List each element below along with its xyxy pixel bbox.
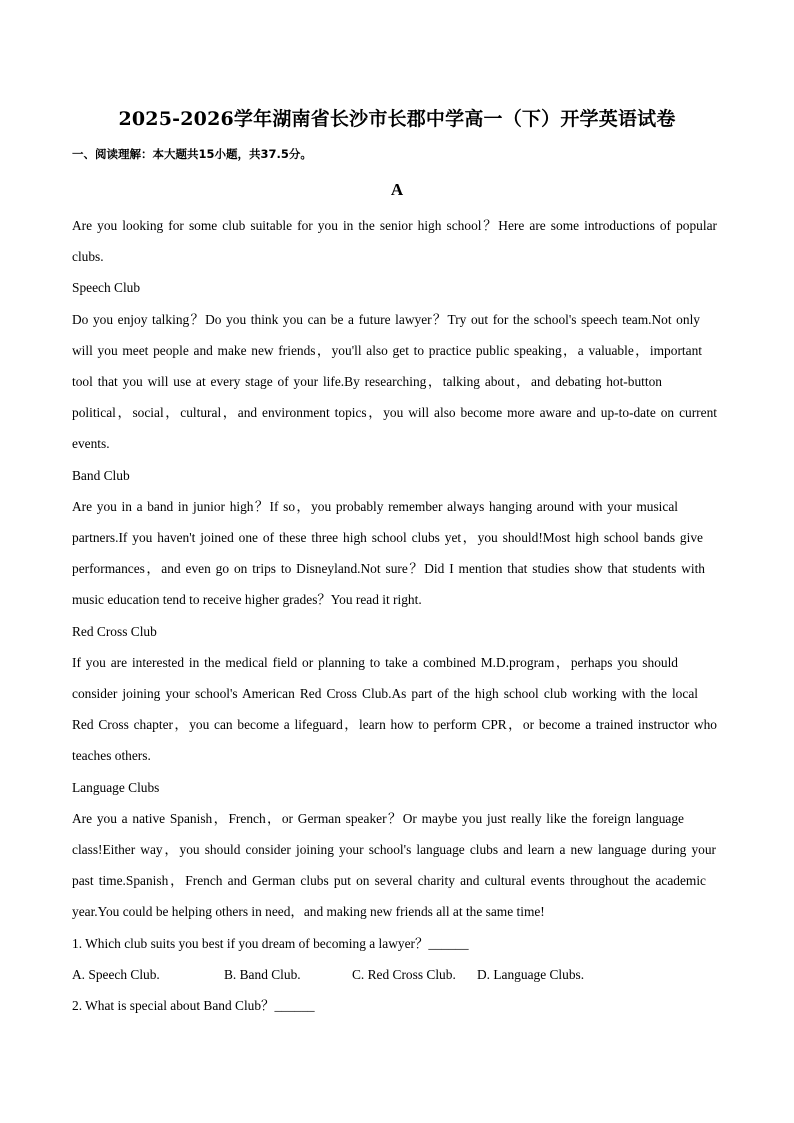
passage-line: performances，and even go on trips to Disneyland.Not sure？Did I mention that studies show that students with (72, 561, 705, 576)
passage-line: clubs. (72, 249, 104, 264)
passage-line: Are you in a band in junior high？If so，you probably remember always hanging around with your musical (72, 499, 678, 514)
passage-letter: A (390, 180, 404, 199)
passage-line: music education tend to receive higher grades？You read it right. (72, 592, 422, 607)
passage-line: class!Either way，you should consider joining your school's language clubs and learn a new language during your (72, 842, 716, 857)
passage-line: year.You could be helping others in need，and making new friends all at the same time! (72, 904, 545, 919)
passage-line: political，social，cultural，and environment topics，you will also become more aware and up-to-date on current (72, 405, 717, 420)
passage-line: Do you enjoy talking？Do you think you can be a future lawyer？Try out for the school's speech team.Not only (72, 312, 700, 327)
passage-line: teaches others. (72, 748, 151, 763)
club-heading-speech: Speech Club (72, 280, 141, 295)
club-heading-language: Language Clubs (72, 780, 160, 795)
passage-line: Are you a native Spanish，French，or German speaker？Or maybe you just really like the foreign language (72, 811, 684, 826)
passage-line: partners.If you haven't joined one of these three high school clubs yet，you should!Most high school bands give (72, 530, 703, 545)
option-c[interactable]: C. Red Cross Club. (352, 967, 456, 982)
passage-line: If you are interested in the medical field or planning to take a combined M.D.program，perhaps you should (72, 655, 678, 670)
passage-line: Red Cross chapter，you can become a lifeguard，learn how to perform CPR，or become a trained instructor who (72, 717, 717, 732)
option-b[interactable]: B. Band Club. (224, 967, 301, 982)
passage-line: events. (72, 436, 110, 451)
option-d[interactable]: D. Language Clubs. (477, 967, 585, 982)
question-2: 2. What is special about Band Club？______ (72, 998, 315, 1013)
passage-line: consider joining your school's American Red Cross Club.As part of the high school club working with the local (72, 686, 698, 701)
passage-line: Are you looking for some club suitable for you in the senior high school？Here are some introductions of popular (72, 218, 717, 233)
option-a[interactable]: A. Speech Club. (72, 967, 160, 982)
section-heading: 一、阅读理解：本大题共15小题，共37.5分。 (72, 147, 312, 161)
question-1-options (72, 966, 732, 984)
question-1: 1. Which club suits you best if you dream of becoming a lawyer？______ (72, 936, 469, 951)
passage-line: will you meet people and make new friends，you'll also get to practice public speaking，a valuable，important (72, 343, 702, 358)
club-heading-red-cross: Red Cross Club (72, 624, 157, 639)
club-heading-band: Band Club (72, 468, 130, 483)
passage-line: past time.Spanish，French and German clubs put on several charity and cultural events throughout the academic (72, 873, 706, 888)
exam-title: 2025-2026学年湖南省长沙市长郡中学高一（下）开学英语试卷 (118, 108, 676, 130)
passage-line: tool that you will use at every stage of your life.By researching，talking about，and debating hot-button (72, 374, 662, 389)
